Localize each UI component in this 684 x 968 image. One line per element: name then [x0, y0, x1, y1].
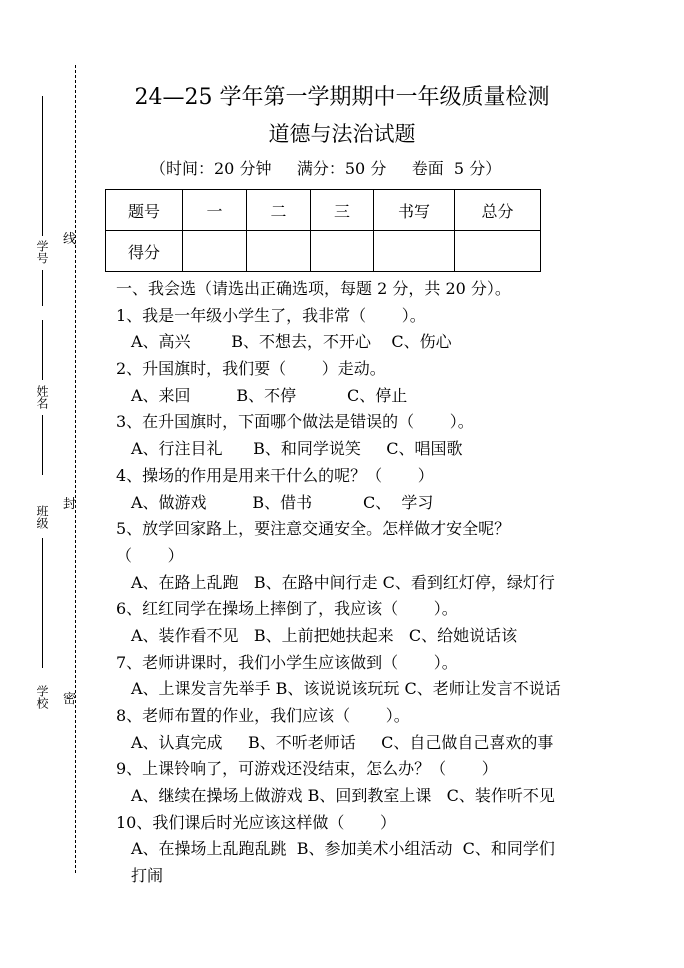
answer-options: A、装作看不见 B、上前把她扶起来 C、给她说话该: [131, 625, 518, 645]
answer-options: A、继续在操场上做游戏 B、回到教室上课 C、装作听不见: [131, 786, 555, 806]
answer-options: A、高兴 B、不想去，不开心 C、伤心: [131, 332, 452, 352]
exam-subject: 道德与法治试题: [268, 122, 416, 146]
score-cell[interactable]: [374, 231, 455, 272]
question-text: 9、上课铃响了，可游戏还没结束，怎么办？（ ）: [116, 759, 498, 779]
score-row-label: 得分: [106, 231, 183, 272]
score-header-cell: 三: [311, 190, 374, 231]
exam-info: （时间：20 分钟 满分：50 分 卷面 5 分）: [150, 159, 502, 178]
score-cell[interactable]: [455, 231, 541, 272]
score-table-score-row: [106, 231, 541, 272]
question-text: （ ）: [116, 545, 184, 565]
binding-blank-student-id-2: [42, 270, 43, 306]
binding-blank-student-id: [42, 96, 43, 236]
binding-label-student-id: 学号: [35, 240, 49, 264]
answer-options: 打闹: [131, 866, 164, 886]
binding-label-school: 学校: [35, 685, 49, 709]
answer-options: A、认真完成 B、不听老师话 C、自己做自己喜欢的事: [131, 732, 554, 752]
answer-options: A、上课发言先举手 B、该说说该玩玩 C、老师让发言不说话: [131, 679, 561, 699]
binding-blank-name: [42, 320, 43, 380]
question-text: 10、我们课后时光应该这样做（ ）: [116, 812, 396, 832]
seal-char-mi: 密: [63, 692, 77, 707]
question-text: 3、在升国旗时，下面哪个做法是错误的（ ）。: [116, 412, 474, 432]
score-header-cell: 二: [247, 190, 311, 231]
binding-blank-name-2: [42, 415, 43, 475]
score-header-cell: 书写: [374, 190, 455, 231]
section-title: 一、我会选（请选出正确选项，每题 2 分，共 20 分）。: [116, 279, 511, 298]
answer-options: A、做游戏 B、借书 C、 学习: [131, 492, 434, 512]
question-section: [116, 276, 676, 890]
seal-char-feng: 封: [63, 497, 77, 512]
binding-dashed-line: [75, 65, 76, 873]
score-header-cell: 题号: [106, 190, 183, 231]
question-text: 7、老师讲课时，我们小学生应该做到（ ）。: [116, 652, 458, 672]
binding-label-class: 班级: [35, 505, 49, 529]
score-cell[interactable]: [311, 231, 374, 272]
answer-options: A、来回 B、不停 C、停止: [131, 385, 408, 405]
question-text: 8、老师布置的作业，我们应该（ ）。: [116, 706, 410, 725]
score-header-cell: 一: [183, 190, 247, 231]
answer-options: A、在路上乱跑 B、在路中间行走 C、看到红灯停，绿灯行: [131, 572, 555, 592]
seal-char-xian: 线: [63, 232, 77, 247]
exam-title: 24—25 学年第一学期期中一年级质量检测: [134, 85, 550, 110]
binding-label-name: 姓名: [35, 385, 49, 409]
score-cell[interactable]: [183, 231, 247, 272]
score-table-header-row: [106, 190, 541, 231]
question-text: 4、操场的作用是用来干什么的呢？（ ）: [116, 465, 434, 485]
question-text: 2、升国旗时，我们要（ ）走动。: [116, 359, 386, 379]
answer-options: A、在操场上乱跑乱跳 B、参加美术小组活动 C、和同学们: [131, 839, 555, 859]
question-text: 6、红红同学在操场上摔倒了，我应该（ ）。: [116, 599, 458, 619]
question-text: 5、放学回家路上，要注意交通安全。怎样做才安全呢？: [116, 519, 511, 539]
answer-options: A、行注目礼 B、和同学说笑 C、唱国歌: [131, 439, 463, 459]
binding-blank-class: [42, 538, 43, 668]
score-table: [105, 189, 541, 272]
score-header-cell: 总分: [455, 190, 541, 231]
score-cell[interactable]: [247, 231, 311, 272]
question-list: [116, 303, 676, 890]
question-text: 1、我是一年级小学生了，我非常（ ）。: [116, 305, 426, 325]
